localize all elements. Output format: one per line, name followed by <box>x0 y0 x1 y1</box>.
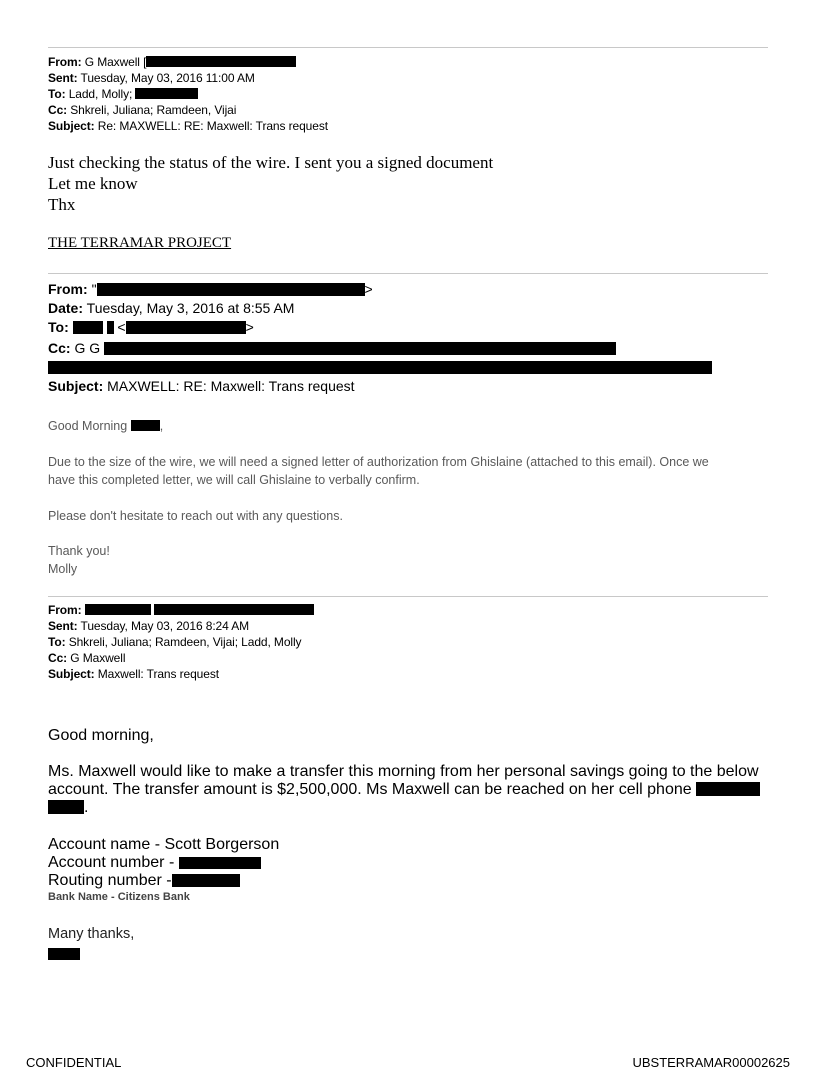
separator-line-3 <box>48 596 768 597</box>
email3-greeting: Good morning, <box>48 727 154 744</box>
email1-subject-line: Subject: Re: MAXWELL: RE: Maxwell: Trans request <box>48 119 328 133</box>
redaction <box>179 857 261 869</box>
email3-account-number: Account number - <box>48 854 261 872</box>
email2-greeting: Good Morning , <box>48 419 164 433</box>
redaction <box>172 874 240 887</box>
email2-to-line: To: < > <box>48 319 254 335</box>
email3-from-line: From: <box>48 602 314 618</box>
redaction <box>154 604 314 615</box>
email2-thanks: Thank you! <box>48 544 110 558</box>
email2-cc-line: Cc: G G <box>48 339 616 358</box>
redaction <box>97 283 365 296</box>
email1-body-line-3: Thx <box>48 195 76 214</box>
email1-sent-line: Sent: Tuesday, May 03, 2016 11:00 AM <box>48 71 255 85</box>
email1-body-line-2: Let me know <box>48 174 138 193</box>
redaction <box>131 420 160 431</box>
separator-line-2 <box>48 273 768 274</box>
email2-paragraph-2: Please don't hesitate to reach out with any questions. <box>48 509 343 523</box>
email1-from-line: From: G Maxwell [ <box>48 54 296 70</box>
email1-to-line: To: Ladd, Molly; <box>48 86 198 102</box>
redaction <box>104 342 616 355</box>
redaction <box>146 56 296 67</box>
email2-paragraph-line-2: have this completed letter, we will call Ghislaine to verbally confirm. <box>48 473 420 487</box>
redaction <box>73 321 103 334</box>
redaction <box>48 800 84 814</box>
redaction <box>696 782 760 796</box>
email3-bank-name: Bank Name - Citizens Bank <box>48 891 190 903</box>
email1-signature-link[interactable]: THE TERRAMAR PROJECT <box>48 235 232 251</box>
email3-cc-line: Cc: G Maxwell <box>48 651 126 665</box>
email3-to-line: To: Shkreli, Juliana; Ramdeen, Vijai; Ladd, Molly <box>48 635 302 649</box>
email2-subject-line: Subject: MAXWELL: RE: Maxwell: Trans request <box>48 378 355 394</box>
email3-closing: Many thanks, <box>48 926 135 942</box>
email3-sent-line: Sent: Tuesday, May 03, 2016 8:24 AM <box>48 619 250 633</box>
email1-cc-line: Cc: Shkreli, Juliana; Ramdeen, Vijai <box>48 103 237 117</box>
email2-from-line: From: " > <box>48 281 373 297</box>
email2-paragraph-line-1: Due to the size of the wire, we will need a signed letter of authorization from Ghislaine (attached to this email). Once we <box>48 455 709 469</box>
email2-sign: Molly <box>48 562 78 576</box>
email3-account-name: Account name - Scott Borgerson <box>48 836 280 853</box>
email3-paragraph-line-1: Ms. Maxwell would like to make a transfer this morning from her personal savings going to the below <box>48 763 759 780</box>
redaction <box>107 321 114 334</box>
email3-routing-number: Routing number - <box>48 872 240 890</box>
email3-paragraph-line-2: account. The transfer amount is $2,500,000. Ms Maxwell can be reached on her cell phone <box>48 781 760 799</box>
footer-confidential: CONFIDENTIAL <box>26 1055 122 1070</box>
email3-subject-line: Subject: Maxwell: Trans request <box>48 667 219 681</box>
redaction <box>48 948 80 960</box>
email2-date-line: Date: Tuesday, May 3, 2016 at 8:55 AM <box>48 300 295 316</box>
redaction <box>85 604 151 615</box>
footer-bates-number: UBSTERRAMAR00002625 <box>632 1055 790 1070</box>
redaction <box>48 361 712 374</box>
redaction <box>135 88 198 99</box>
separator-line-1 <box>48 47 768 48</box>
redaction <box>126 321 246 334</box>
email3-paragraph-line-3: . <box>48 799 88 817</box>
email1-body-line-1: Just checking the status of the wire. I sent you a signed document <box>48 153 494 172</box>
